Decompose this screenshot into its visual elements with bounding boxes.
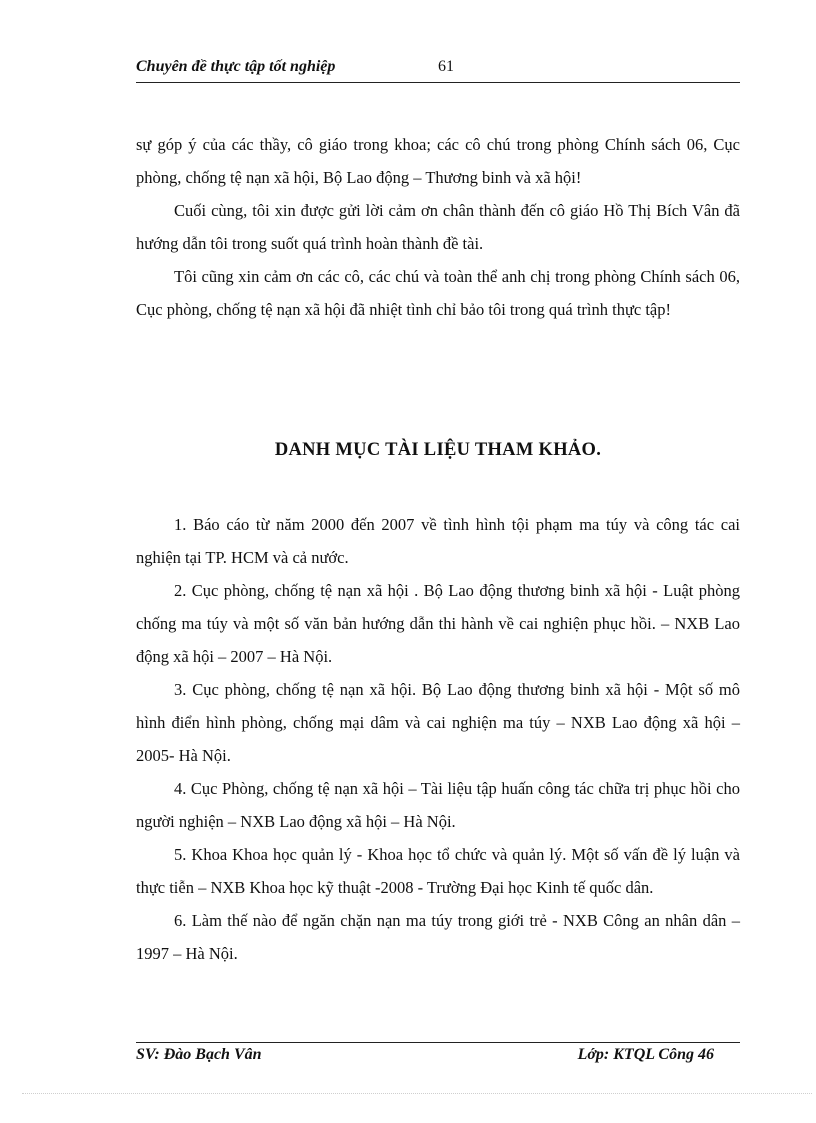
body-paragraph: sự góp ý của các thầy, cô giáo trong khoa; các cô chú trong phòng Chính sách 06, Cục phòng, chống tệ nạn xã hội, Bộ Lao động – Thương binh và xã hội! (136, 135, 740, 187)
references-title: DANH MỤC TÀI LIỆU THAM KHẢO. (274, 440, 602, 460)
footer-student: SV: Đào Bạch Vân (136, 1046, 262, 1063)
reference-item: 6. Làm thế nào để ngăn chặn nạn ma túy trong giới trẻ - NXB Công an nhân dân – 1997 – Hà Nội. (136, 911, 740, 963)
page-number: 61 (438, 58, 454, 75)
reference-item: 3. Cục phòng, chống tệ nạn xã hội. Bộ Lao động thương binh xã hội - Một số mô hình điển hình phòng, chống mại dâm và cai nghiện ma túy – NXB Lao động xã hội – 2005- Hà Nội. (136, 680, 740, 765)
header-title: Chuyên đề thực tập tốt nghiệp (136, 58, 336, 75)
page-header (136, 58, 740, 83)
reference-item: 5. Khoa Khoa học quản lý - Khoa học tổ chức và quản lý. Một số vấn đề lý luận và thực tiễn – NXB Khoa học kỹ thuật -2008 - Trường Đại học Kinh tế quốc dân. (136, 845, 740, 897)
page-footer (136, 1042, 740, 1073)
page-edge-divider (22, 1093, 812, 1094)
reference-item: 4. Cục Phòng, chống tệ nạn xã hội – Tài liệu tập huấn công tác chữa trị phục hồi cho người nghiện – NXB Lao động xã hội – Hà Nội. (136, 779, 740, 831)
footer-class: Lớp: KTQL Công 46 (577, 1046, 714, 1063)
body-paragraph: Cuối cùng, tôi xin được gửi lời cảm ơn chân thành đến cô giáo Hồ Thị Bích Vân đã hướng dẫn tôi trong suốt quá trình hoàn thành đề tài. (136, 201, 740, 253)
reference-item: 2. Cục phòng, chống tệ nạn xã hội . Bộ Lao động thương binh xã hội - Luật phòng chống ma túy và một số văn bản hướng dẫn thi hành về cai nghiện phục hồi. – NXB Lao động xã hội – 2007 – Hà Nội. (136, 581, 740, 666)
body-paragraph: Tôi cũng xin cảm ơn các cô, các chú và toàn thể anh chị trong phòng Chính sách 06, Cục phòng, chống tệ nạn xã hội đã nhiệt tình chỉ bảo tôi trong quá trình thực tập! (136, 267, 740, 319)
reference-item: 1. Báo cáo từ năm 2000 đến 2007 về tình hình tội phạm ma túy và công tác cai nghiện tại TP. HCM và cả nước. (136, 515, 740, 567)
references-list (136, 508, 740, 970)
body-text (136, 128, 740, 326)
